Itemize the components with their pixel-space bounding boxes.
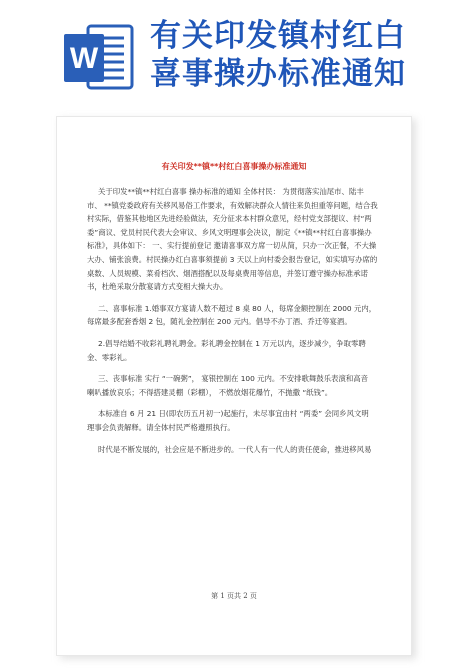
body-line: 委”商议、党员村民代表大会审议、乡风文明理事会决议，制定《**镇**村红白喜事操办 — [87, 227, 372, 237]
body-line: 理事会负责解释。请全体村民严格遵照执行。 — [87, 422, 235, 432]
paragraph-gap — [87, 294, 383, 302]
banner-title-line1: 有关印发镇村红白 — [150, 18, 406, 54]
body-line: 标准》，具体如下： 一、实行提前登记 邀请喜事双方席一切从简，只办一次正餐，不大操 — [87, 241, 377, 251]
word-doc-icon — [62, 22, 136, 96]
body-line: 村实际，借鉴其他地区先进经验做法，充分征求本村群众意见，经村党支部提议、村“两 — [87, 214, 372, 224]
body-line: 三、丧事标准 实行 “一碗粥”， 宴银控制在 100 元内。不安排歌舞鼓乐表演和高音 — [98, 374, 369, 384]
body-line: 关于印发**镇**村红白喜事 操办标准的通知 全体村民： 为贯彻落实汕尾市、陆丰 — [98, 187, 364, 196]
banner-title-line2: 喜事操办标准通知 — [150, 56, 406, 92]
banner-title — [150, 17, 470, 93]
body-line: 大办、铺张浪费。村民操办红白喜事须提前 3 天以上向村委会报告登记，如实填写办席的 — [87, 254, 378, 264]
body-line: 市、 **镇党委政府有关移风易俗工作要求，有效解决群众人情往来负担重等问题，结合我 — [87, 200, 378, 210]
paragraph-gap — [87, 399, 383, 407]
paragraph-gap — [87, 329, 383, 337]
word-letter: W — [69, 42, 99, 75]
body-line: 金、零彩礼。 — [87, 352, 132, 362]
paragraph-gap — [87, 435, 383, 443]
body-line: 桌数、人员规模、菜肴档次、烟酒搭配以及每桌费用等信息，并签订遵守操办标准承诺 — [87, 268, 368, 278]
body-line: 本标准自 6 月 21 日(即农历五月初一)起施行，未尽事宜由村 “两委” 会同乡风文明 — [98, 409, 369, 419]
body-line: 每席最多配套香烟 2 包，随礼金控制在 200 元内。倡导不办丁酒、乔迁等宴酒。 — [87, 317, 352, 327]
body-line: 2.倡导结婚不收彩礼聘礼聘金。彩礼聘金控制在 1 万元以内，逐步减少，争取零聘 — [98, 338, 366, 348]
body-line: 书，杜绝采取分散宴请方式变相大操大办。 — [87, 282, 228, 292]
body-line: 喇叭播放哀乐；不得搭建灵棚（彩棚）， 不燃放烟花爆竹，不抛撒 “纸钱”。 — [87, 387, 333, 397]
body-line: 二、喜事标准 1.婚事双方宴请人数不超过 8 桌 80 人，每席金额控制在 2000 元内， — [98, 303, 377, 313]
document-body — [87, 185, 383, 456]
document-page — [56, 116, 412, 656]
body-line: 时代是不断发展的，社会应是不断进步的。一代人有一代人的责任使命，推进移风易 — [98, 444, 372, 454]
page-number: 第 1 页共 2 页 — [211, 592, 257, 600]
document-title: 有关印发**镇**村红白喜事操办标准通知 — [161, 162, 307, 171]
paragraph-gap — [87, 364, 383, 372]
banner — [0, 0, 474, 100]
